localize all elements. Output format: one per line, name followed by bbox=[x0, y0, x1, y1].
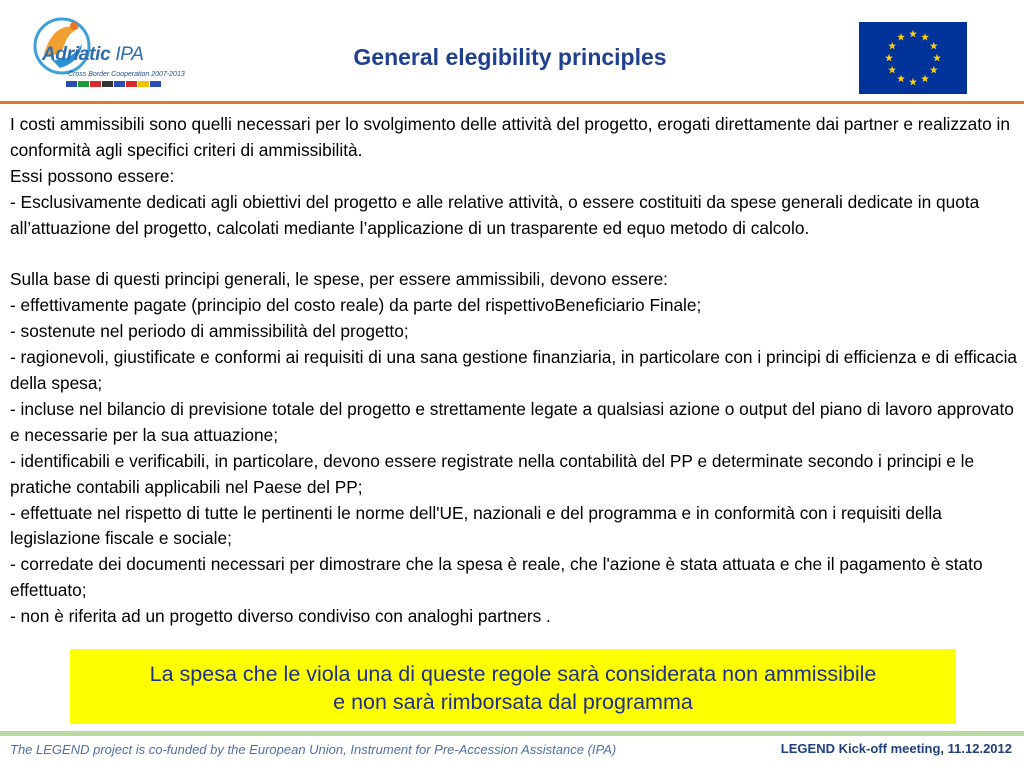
flag-icon bbox=[66, 81, 77, 87]
footer-event-label: LEGEND Kick-off meeting, 11.12.2012 bbox=[780, 741, 1012, 756]
rule-item: - ragionevoli, giustificate e conformi ai requisiti di una sana gestione finanziaria, in particolare con i principi di efficienza e di efficacia della spesa; bbox=[10, 347, 1018, 394]
intro-paragraph: Essi possono essere: bbox=[10, 165, 175, 186]
flag-icon bbox=[138, 81, 149, 87]
rule-item: - identificabili e verificabili, in particolare, devono essere registrate nella contabilità del PP e determinate secondo i principi e le pratiche contabili applicabili nel Paese del PP; bbox=[10, 450, 975, 497]
rule-item: - non è riferita ad un progetto diverso condiviso con analoghi partners . bbox=[10, 606, 551, 627]
flag-icon bbox=[150, 81, 161, 87]
rule-item: - effettivamente pagate (principio del costo reale) da parte del rispettivoBeneficiario Finale; bbox=[10, 295, 702, 316]
highlight-line: e non sarà rimborsata dal programma bbox=[333, 690, 693, 714]
rule-item: - effettuate nel rispetto di tutte le pertinenti le norme dell'UE, nazionali e del programma e in conformità con i requisiti della legislazione fiscale e sociale; bbox=[10, 502, 942, 549]
rule-item: - incluse nel bilancio di previsione totale del progetto e strettamente legate a qualsiasi azione o output del piano di lavoro approvato e necessarie per la sua attuazione; bbox=[10, 398, 1014, 445]
body-text bbox=[10, 112, 1018, 630]
flag-icon bbox=[78, 81, 89, 87]
adriatic-ipa-logo bbox=[30, 10, 185, 102]
slide-title: General elegibility principles bbox=[353, 44, 667, 70]
paragraph-spacer bbox=[10, 242, 1018, 268]
highlight-box bbox=[70, 649, 956, 724]
flag-icon bbox=[126, 81, 137, 87]
rule-item: - sostenute nel periodo di ammissibilità del progetto; bbox=[10, 321, 409, 342]
logo-flags-strip bbox=[66, 81, 161, 87]
header-divider bbox=[0, 101, 1024, 104]
rules-lead: Sulla base di questi principi generali, le spese, per essere ammissibili, devono essere: bbox=[10, 269, 668, 290]
flag-icon bbox=[114, 81, 125, 87]
flag-icon bbox=[90, 81, 101, 87]
intro-paragraph: - Esclusivamente dedicati agli obiettivi del progetto e alle relative attività, o essere costituiti da spese generali dedicate in quota all’attuazione del progetto, calcolati mediante l’applicazione di un trasparente ed equo metodo di calcolo. bbox=[10, 191, 980, 238]
flag-icon bbox=[102, 81, 113, 87]
logo-wordmark: Adriatic IPA bbox=[42, 44, 144, 65]
logo-subtitle: Cross Border Cooperation 2007-2013 bbox=[68, 71, 185, 78]
footer-funding-note: The LEGEND project is co-funded by the European Union, Instrument for Pre-Accession Assistance (IPA) bbox=[10, 742, 617, 757]
eu-flag-icon bbox=[859, 22, 967, 94]
intro-paragraph: I costi ammissibili sono quelli necessari per lo svolgimento delle attività del progetto, erogati direttamente dai partner e realizzato in conformità agli specifici criteri di ammissibilità. bbox=[10, 114, 1010, 160]
rule-item: - corredate dei documenti necessari per dimostrare che la spesa è reale, che l'azione è stata attuata e che il pagamento è stato effettuato; bbox=[10, 554, 983, 601]
footer-divider bbox=[0, 731, 1024, 736]
highlight-line: La spesa che le viola una di queste regole sarà considerata non ammissibile bbox=[149, 662, 877, 686]
